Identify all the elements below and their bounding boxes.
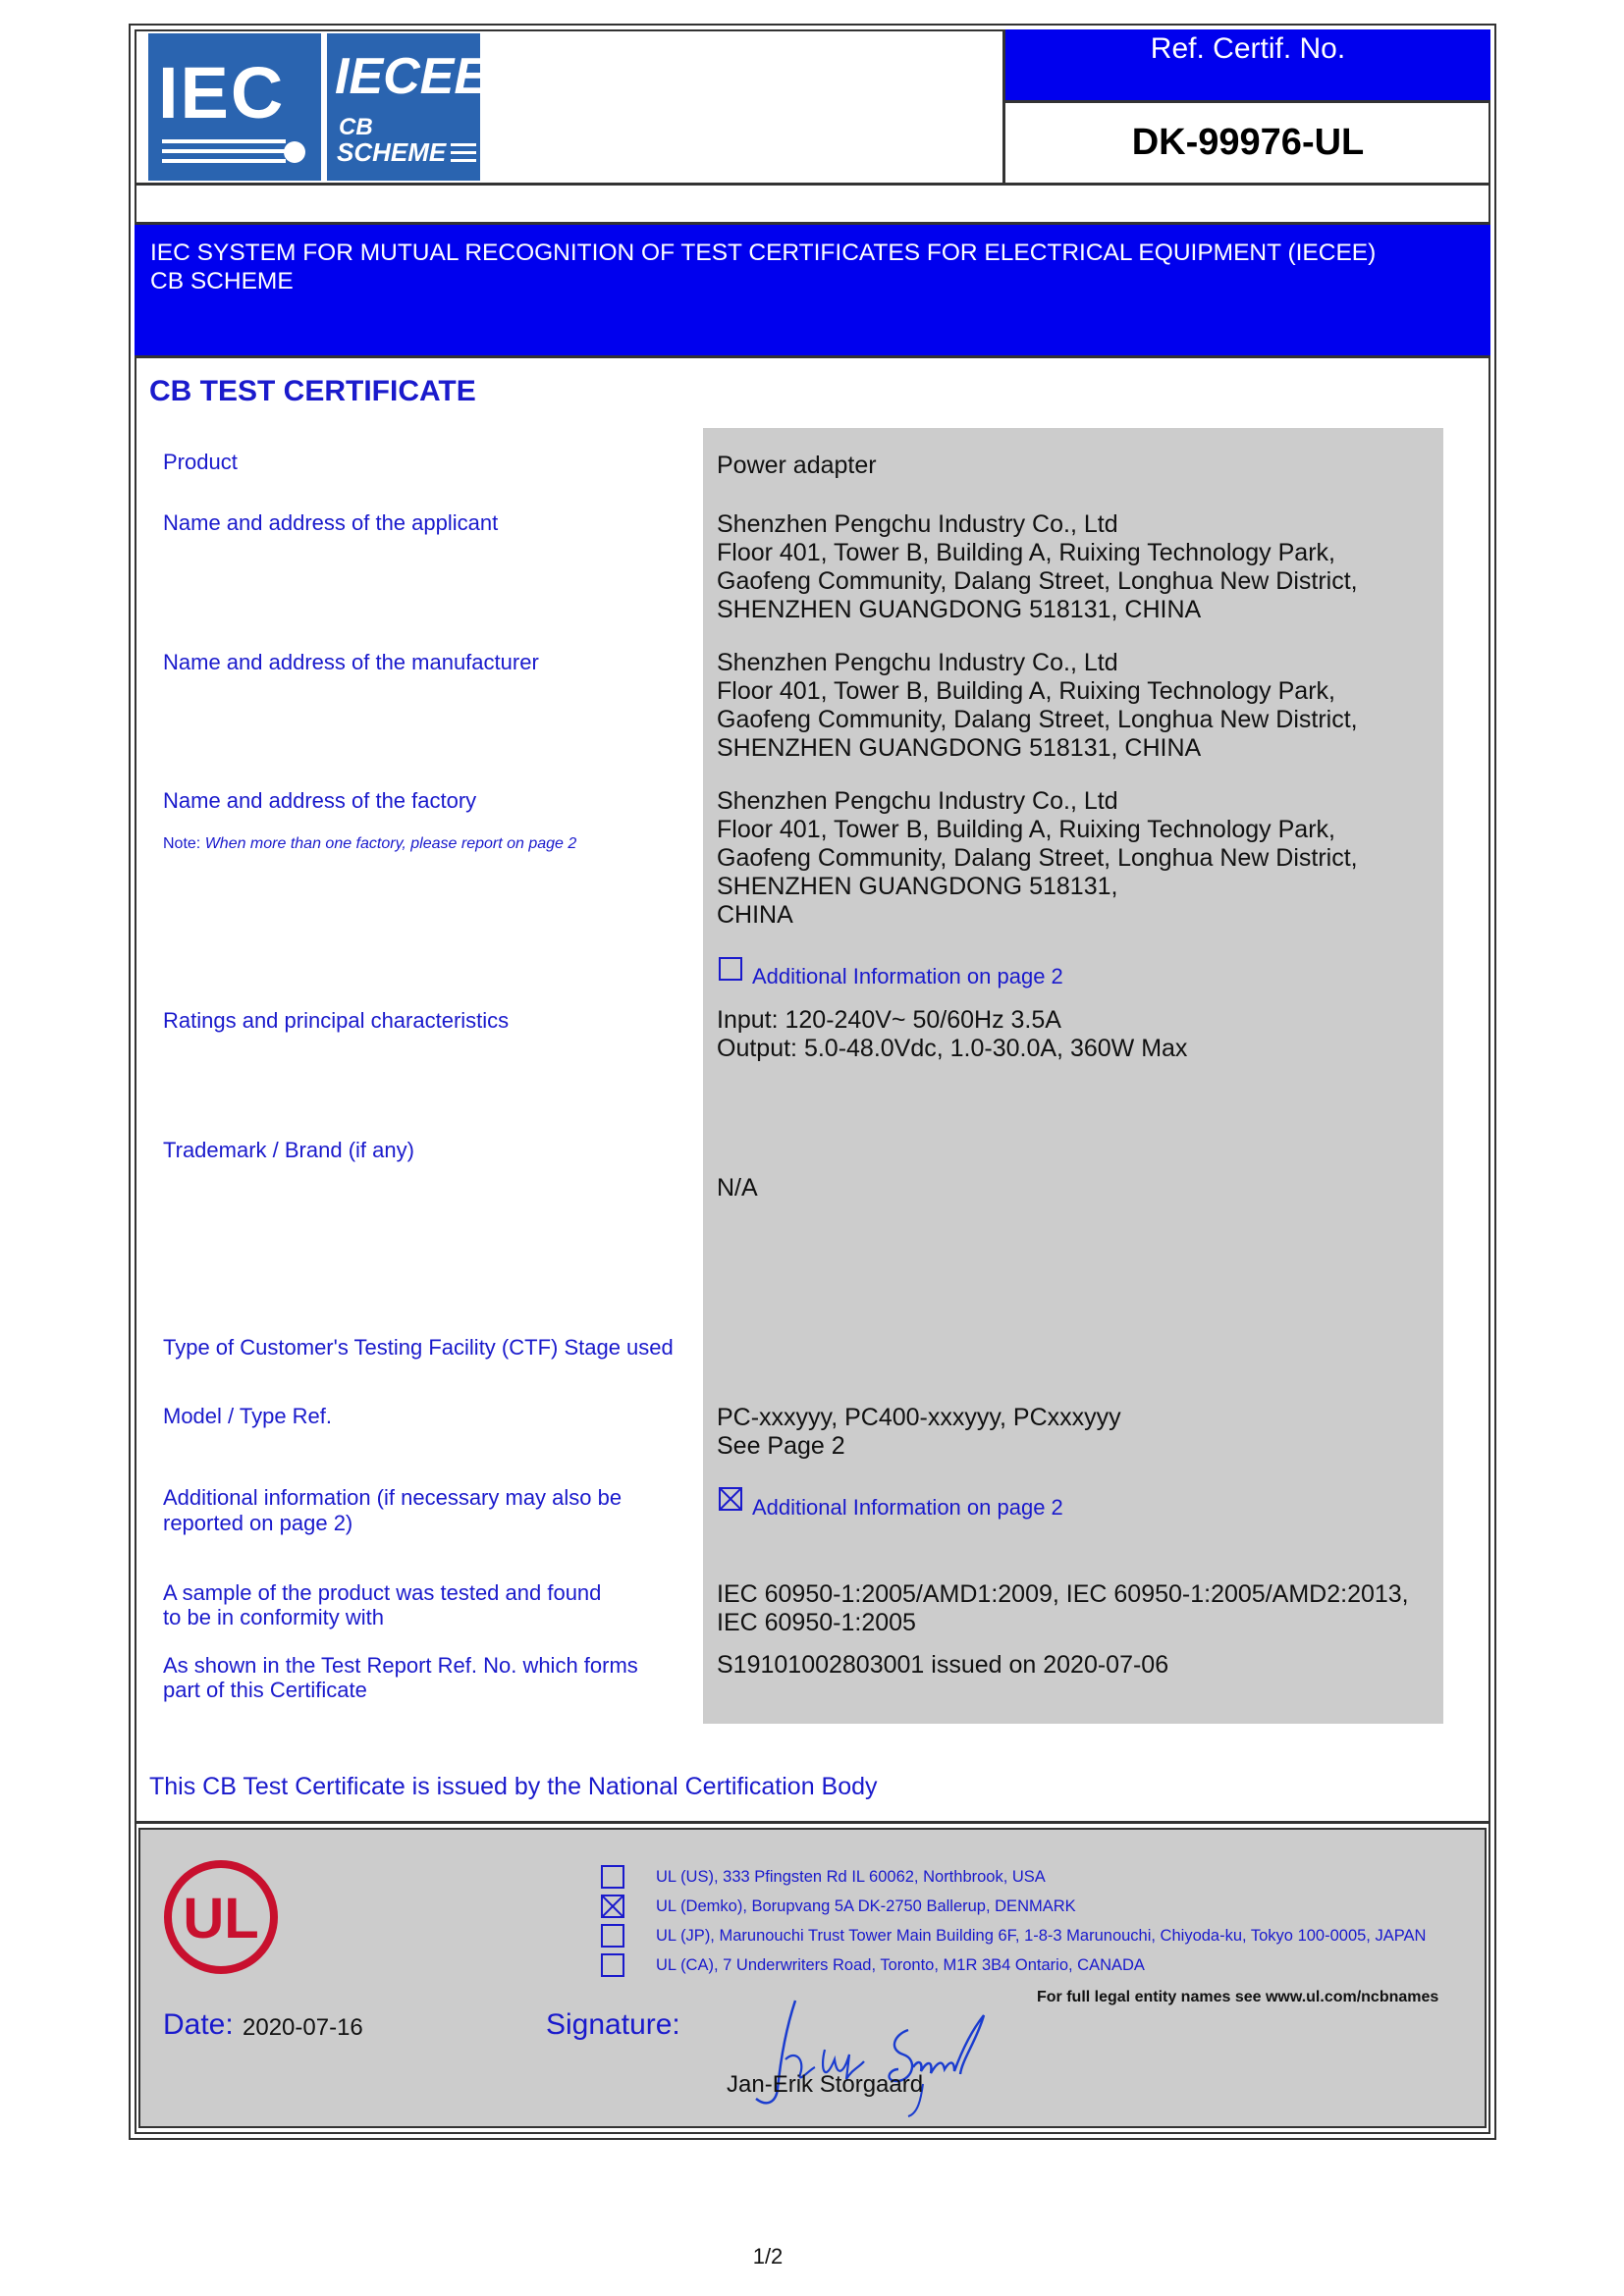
product-label: Product [163,450,238,474]
legal-entity-note: For full legal entity names see www.ul.com/ncbnames [1037,1989,1439,2005]
ncb-entity-ca: UL (CA), 7 Underwriters Road, Toronto, M1R 3B4 Ontario, CANADA [656,1956,1145,1974]
additional-info-label: Additional information (if necessary may also be reported on page 2) [163,1485,623,1535]
ratings-label: Ratings and principal characteristics [163,1008,510,1033]
scheme-banner [135,225,1490,355]
model-value: PC-xxxyyy, PC400-xxxyyy, PCxxxyyy See Page 2 [717,1404,1121,1460]
iecee-cb-scheme-logo: IECEE CB SCHEME [327,33,480,181]
ul-logo [163,1859,279,1975]
factory-label: Name and address of the factory [163,788,477,813]
factory-value: Shenzhen Pengchu Industry Co., Ltd Floor 401, Tower B, Building A, Ruixing Technology Park, Gaofeng Community, Dalang Street, Longhua New District, SHENZHEN GUANGDONG 518131, CHINA [717,787,1358,929]
signatory-name: Jan-Erik Storgaard [727,2071,924,2098]
factory-note: Note: When more than one factory, please report on page 2 [163,835,577,852]
model-label: Model / Type Ref. [163,1404,333,1428]
factory-additional-checkbox[interactable] [719,957,742,981]
product-value: Power adapter [717,452,877,479]
signature-label: Signature: [546,2008,680,2041]
page-title: CB TEST CERTIFICATE [149,375,476,407]
ref-certif-number: DK-99976-UL [1131,122,1365,163]
banner-line-1: IEC SYSTEM FOR MUTUAL RECOGNITION OF TEST CERTIFICATES FOR ELECTRICAL EQUIPMENT (IECEE) [150,240,1377,266]
test-report-value: S19101002803001 issued on 2020-07-06 [717,1651,1169,1679]
manufacturer-label: Name and address of the manufacturer [163,650,539,674]
iec-logo: IEC [148,33,321,181]
additional-info-checkbox[interactable] [719,1487,742,1511]
additional-info-text: Additional Information on page 2 [752,1495,1063,1520]
ncb-checkbox-us[interactable] [601,1865,624,1889]
applicant-label: Name and address of the applicant [163,510,499,535]
checkmark-x-icon [721,1489,740,1509]
checkmark-x-icon [603,1896,623,1916]
test-report-label: As shown in the Test Report Ref. No. which forms part of this Certificate [163,1653,638,1702]
trademark-label: Trademark / Brand (if any) [163,1138,414,1162]
handwritten-signature [727,1991,1021,2118]
ncb-checkbox-ca[interactable] [601,1953,624,1977]
factory-additional-text: Additional Information on page 2 [752,964,1063,988]
ctf-label: Type of Customer's Testing Facility (CTF) Stage used [163,1335,674,1360]
date-label: Date: [163,2008,234,2041]
ncb-entity-jp: UL (JP), Marunouchi Trust Tower Main Building 6F, 1-8-3 Marunouchi, Chiyoda-ku, Tokyo 100-0005, JAPAN [656,1927,1427,1945]
conformity-label: A sample of the product was tested and found to be in conformity with [163,1580,602,1629]
applicant-value: Shenzhen Pengchu Industry Co., Ltd Floor 401, Tower B, Building A, Ruixing Technology Park, Gaofeng Community, Dalang Street, Longhua New District, SHENZHEN GUANGDONG 518131, CHINA [717,510,1358,623]
conformity-value: IEC 60950-1:2005/AMD1:2009, IEC 60950-1:2005/AMD2:2013, IEC 60950-1:2005 [717,1580,1409,1636]
ncb-entity-demko: UL (Demko), Borupvang 5A DK-2750 Ballerup, DENMARK [656,1897,1076,1915]
page-number: 1/2 [752,2244,784,2269]
ncb-entity-us: UL (US), 333 Pfingsten Rd IL 60062, Northbrook, USA [656,1868,1046,1886]
ref-certif-label: Ref. Certif. No. [1005,29,1490,100]
ul-logo-text: UL [183,1887,259,1950]
ncb-checkbox-demko[interactable] [601,1895,624,1918]
ratings-value: Input: 120-240V~ 50/60Hz 3.5A Output: 5.0-48.0Vdc, 1.0-30.0A, 360W Max [717,1006,1188,1062]
manufacturer-value: Shenzhen Pengchu Industry Co., Ltd Floor 401, Tower B, Building A, Ruixing Technology Park, Gaofeng Community, Dalang Street, Longhua New District, SHENZHEN GUANGDONG 518131, CHINA [717,649,1358,762]
trademark-value: N/A [717,1174,758,1201]
banner-line-2: CB SCHEME [150,268,294,294]
ncb-checkbox-jp[interactable] [601,1924,624,1948]
issued-by-text: This CB Test Certificate is issued by the National Certification Body [149,1773,878,1800]
date-value: 2020-07-16 [243,2014,363,2041]
